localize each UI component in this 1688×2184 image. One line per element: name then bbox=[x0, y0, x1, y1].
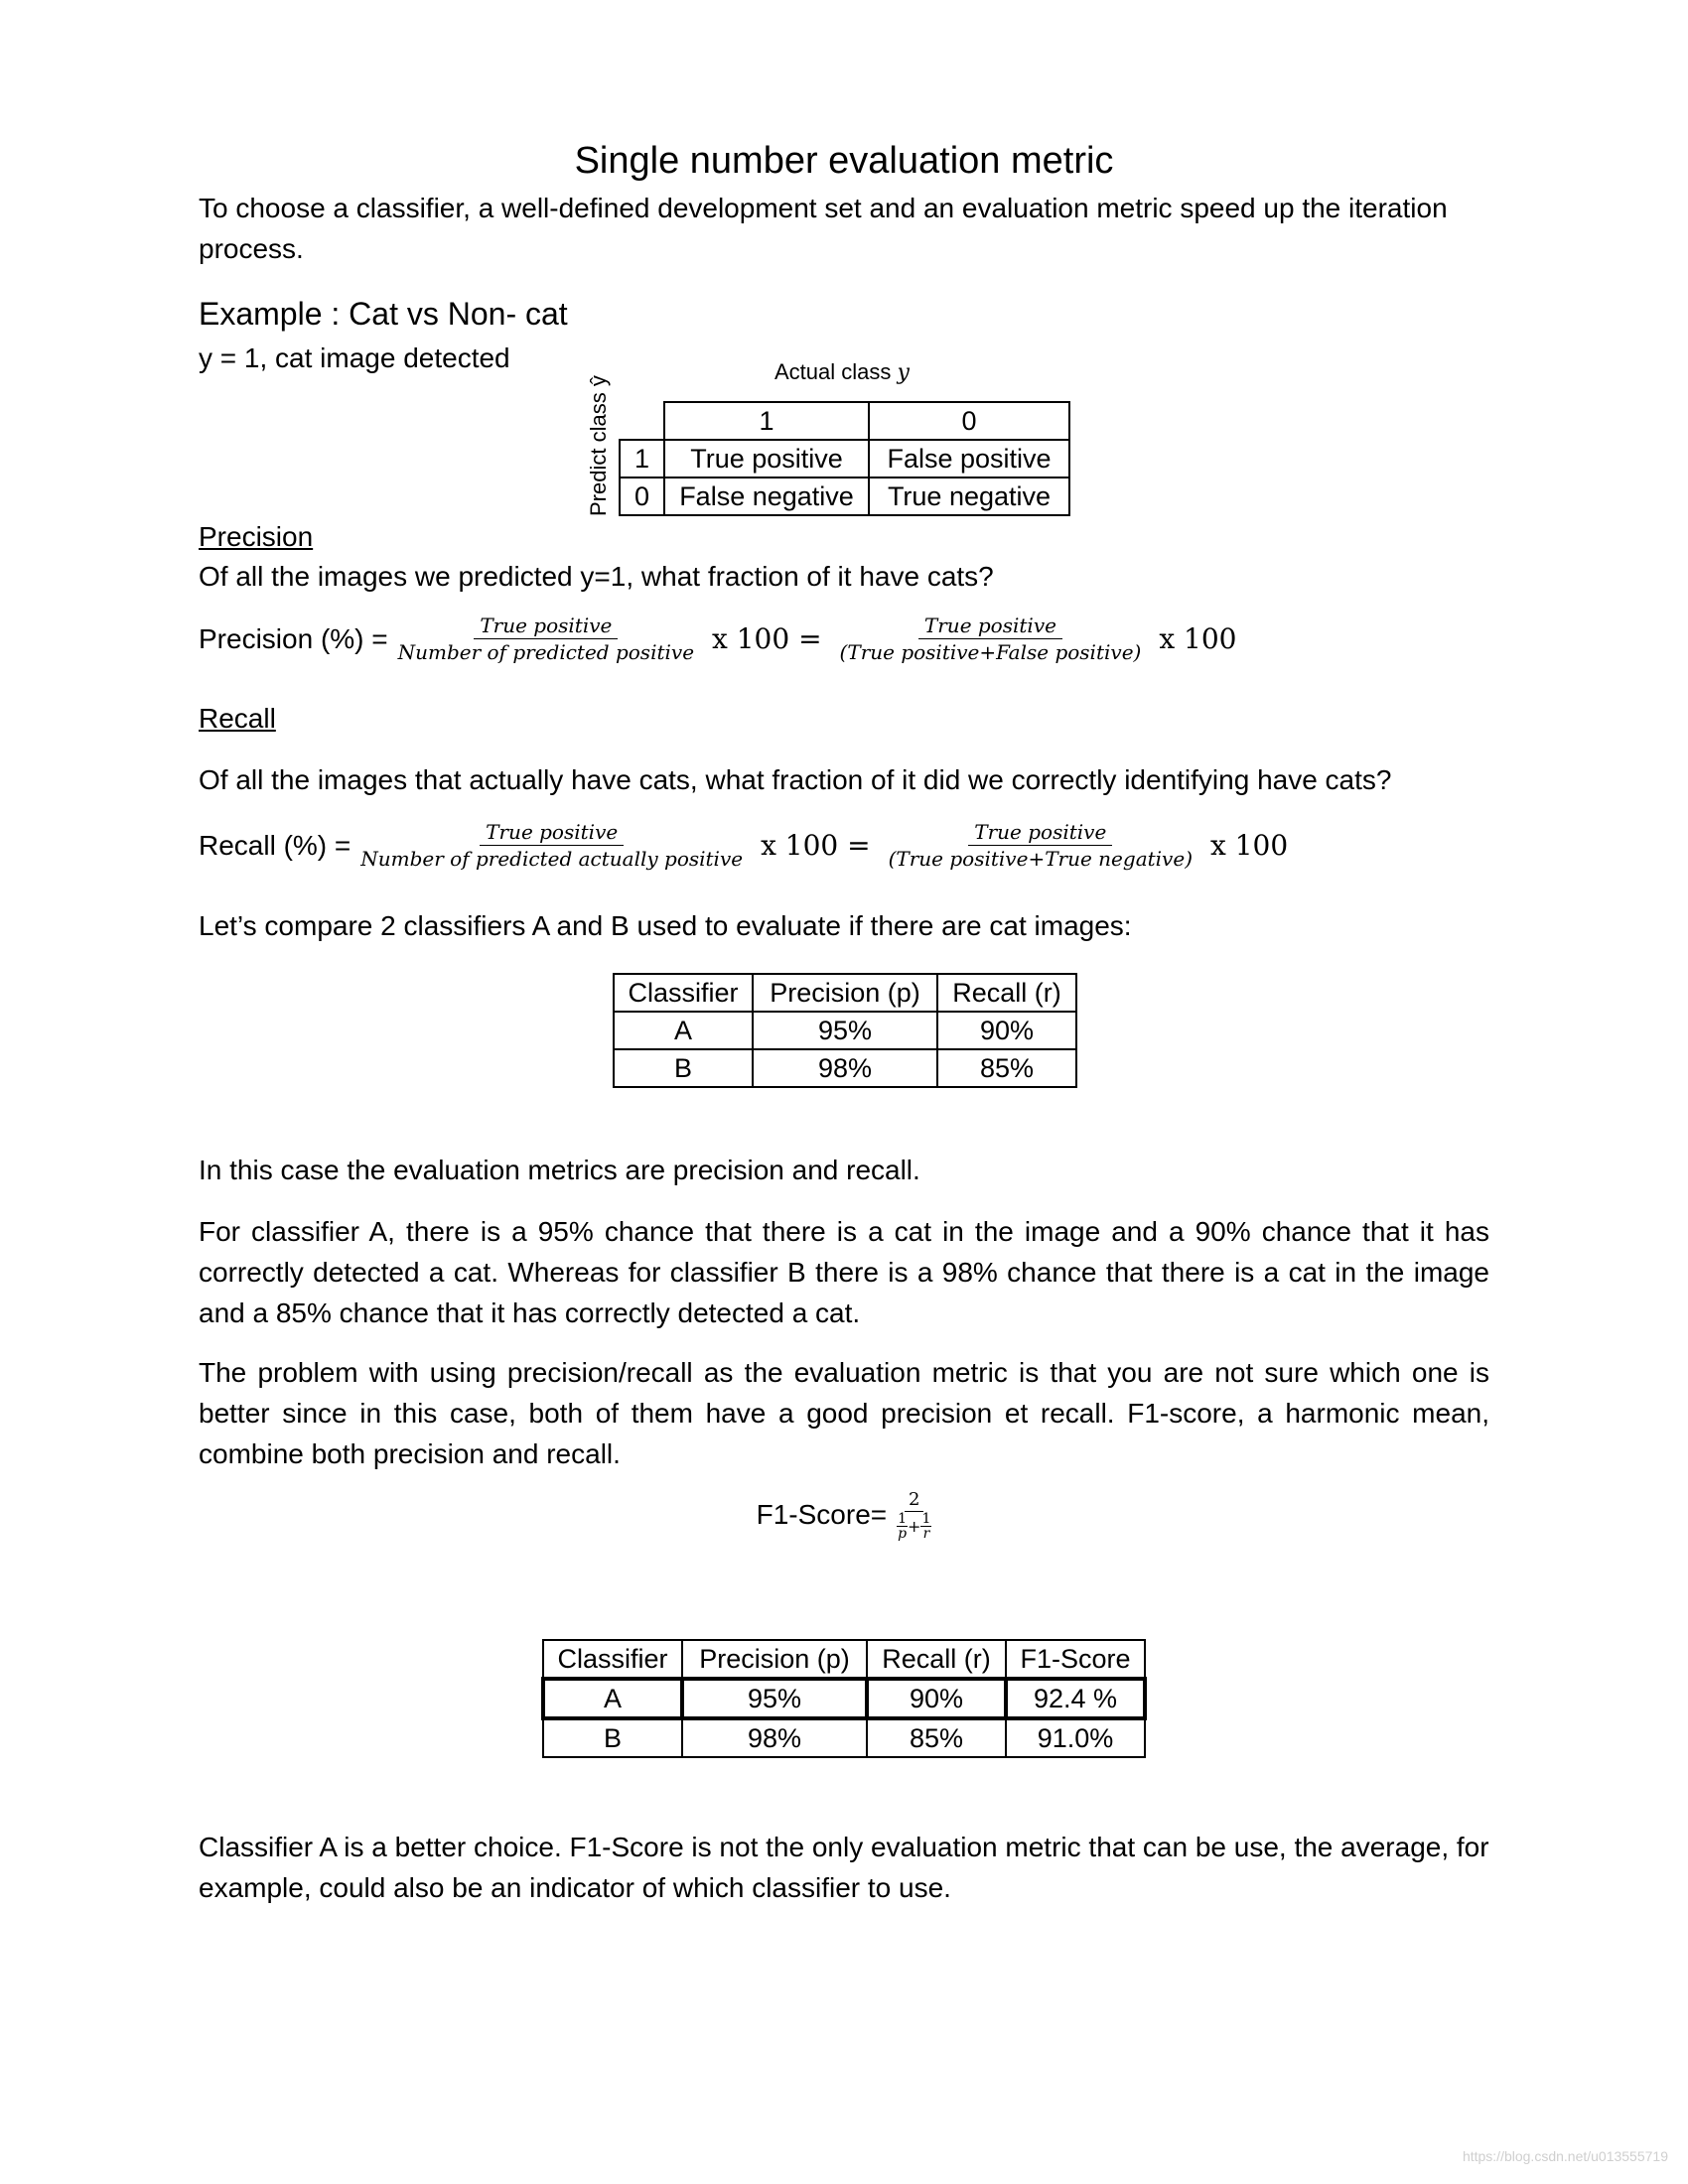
table-cell: A bbox=[543, 1679, 682, 1718]
classifier-paragraph: For classifier A, there is a 95% chance that there is a cat in the image and a 90% chance that it has correctly detected a cat. Whereas for classifier B there is a 98% chance that there is a cat in the image and a 85% chance that it has correctly detected a cat. bbox=[199, 1216, 1489, 1328]
table-cell: 98% bbox=[753, 1049, 937, 1087]
recall-lhs: Recall (%) = bbox=[199, 829, 352, 861]
confusion-cell: False positive bbox=[869, 440, 1069, 478]
table-header-cell: Classifier bbox=[614, 974, 753, 1012]
precision-heading: Precision bbox=[199, 521, 314, 552]
table-cell: 85% bbox=[867, 1718, 1006, 1757]
conclusion-paragraph: Classifier A is a better choice. F1-Score is not the only evaluation metric that can be use, the average, for example, could also be an indicator of which classifier to use. bbox=[199, 1832, 1489, 1903]
example-line: y = 1, cat image detected bbox=[199, 342, 510, 373]
comparison-table bbox=[613, 973, 1077, 1088]
confusion-header-row bbox=[620, 402, 1069, 440]
precision-fraction-2: $\frac{\text{True positive}}{\text{(True positive+False positive)}}$ bbox=[839, 614, 1142, 664]
confusion-row bbox=[620, 478, 1069, 515]
recall-question: Of all the images that actually have cats, what fraction of it did we correctly identifying have cats? bbox=[199, 764, 1392, 795]
table-header-cell: Classifier bbox=[543, 1640, 682, 1679]
table-cell: 90% bbox=[867, 1679, 1006, 1718]
recall-heading: Recall bbox=[199, 703, 276, 734]
confusion-matrix bbox=[619, 401, 1070, 516]
precision-lhs: Precision (%) = bbox=[199, 622, 388, 654]
table-header-cell: Precision (p) bbox=[753, 974, 937, 1012]
compare-line: Let’s compare 2 classifiers A and B used to evaluate if there are cat images: bbox=[199, 910, 1132, 941]
f1-label: F1-Score= bbox=[756, 1499, 888, 1530]
table-row bbox=[543, 1679, 1145, 1718]
table-header-cell: Precision (p) bbox=[682, 1640, 867, 1679]
table-row bbox=[614, 1012, 1076, 1049]
confusion-col-header: 0 bbox=[869, 402, 1069, 440]
confusion-row bbox=[620, 440, 1069, 478]
table-header-cell: Recall (r) bbox=[867, 1640, 1006, 1679]
recall-formula: Recall (%) = $\frac{\text{True positive}}{\text{Number of predicted actually positive}}$ x 100 = $\frac{\text{True positive}}{\text{(True positive+True negative)}}$ x 100 bbox=[199, 820, 1289, 871]
table-cell: A bbox=[614, 1012, 753, 1049]
confusion-row-label: 0 bbox=[620, 478, 664, 515]
recall-fraction-2: $\frac{\text{True positive}}{\text{(True positive+True negative)}}$ bbox=[888, 820, 1193, 871]
intro-paragraph: To choose a classifier, a well-defined development set and an evaluation metric speed up the iteration process. bbox=[199, 193, 1448, 264]
table-cell: 92.4 % bbox=[1006, 1679, 1145, 1718]
problem-paragraph: The problem with using precision/recall as the evaluation metric is that you are not sure which one is better since in this case, both of them have a good precision et recall. F1-score, a harmonic mean, combine both precision and recall. bbox=[199, 1357, 1489, 1469]
table-row bbox=[614, 1049, 1076, 1087]
actual-class-label: Actual class y bbox=[774, 359, 910, 385]
precision-formula: Precision (%) = $\frac{\text{True positive}}{\text{Number of predicted positive}}$ x 100 = $\frac{\text{True positive}}{\text{(True positive+False positive)}}$ x 100 bbox=[199, 614, 1237, 664]
confusion-cell: True negative bbox=[869, 478, 1069, 515]
table-cell: 91.0% bbox=[1006, 1718, 1145, 1757]
confusion-col-header: 1 bbox=[664, 402, 869, 440]
f1-table bbox=[541, 1639, 1147, 1758]
case-paragraph: In this case the evaluation metrics are precision and recall. bbox=[199, 1155, 920, 1185]
table-header-cell: F1-Score bbox=[1006, 1640, 1145, 1679]
example-heading: Example : Cat vs Non- cat bbox=[199, 296, 568, 332]
confusion-cell: True positive bbox=[664, 440, 869, 478]
precision-question: Of all the images we predicted y=1, what fraction of it have cats? bbox=[199, 561, 994, 592]
f1-formula bbox=[0, 1489, 1688, 1541]
table-cell: 95% bbox=[682, 1679, 867, 1718]
page-title: Single number evaluation metric bbox=[574, 140, 1114, 182]
confusion-cell: False negative bbox=[664, 478, 869, 515]
table-cell: B bbox=[543, 1718, 682, 1757]
table-header-row bbox=[543, 1640, 1145, 1679]
table-header-cell: Recall (r) bbox=[937, 974, 1076, 1012]
watermark: https://blog.csdn.net/u013555719 bbox=[1462, 2148, 1668, 2164]
table-cell: 95% bbox=[753, 1012, 937, 1049]
table-header-row bbox=[614, 974, 1076, 1012]
confusion-corner bbox=[620, 402, 664, 440]
table-cell: B bbox=[614, 1049, 753, 1087]
table-cell: 85% bbox=[937, 1049, 1076, 1087]
table-cell: 98% bbox=[682, 1718, 867, 1757]
table-cell: 90% bbox=[937, 1012, 1076, 1049]
confusion-row-label: 1 bbox=[620, 440, 664, 478]
f1-fraction: 2 1 p + $\frac{1}{r}$ bbox=[898, 1489, 931, 1542]
recall-fraction-1: $\frac{\text{True positive}}{\text{Number of predicted actually positive}}$ bbox=[360, 820, 744, 871]
predict-class-label: Predict class ŷ bbox=[586, 375, 611, 516]
table-row bbox=[543, 1718, 1145, 1757]
precision-fraction-1: $\frac{\text{True positive}}{\text{Number of predicted positive}}$ bbox=[397, 614, 695, 664]
